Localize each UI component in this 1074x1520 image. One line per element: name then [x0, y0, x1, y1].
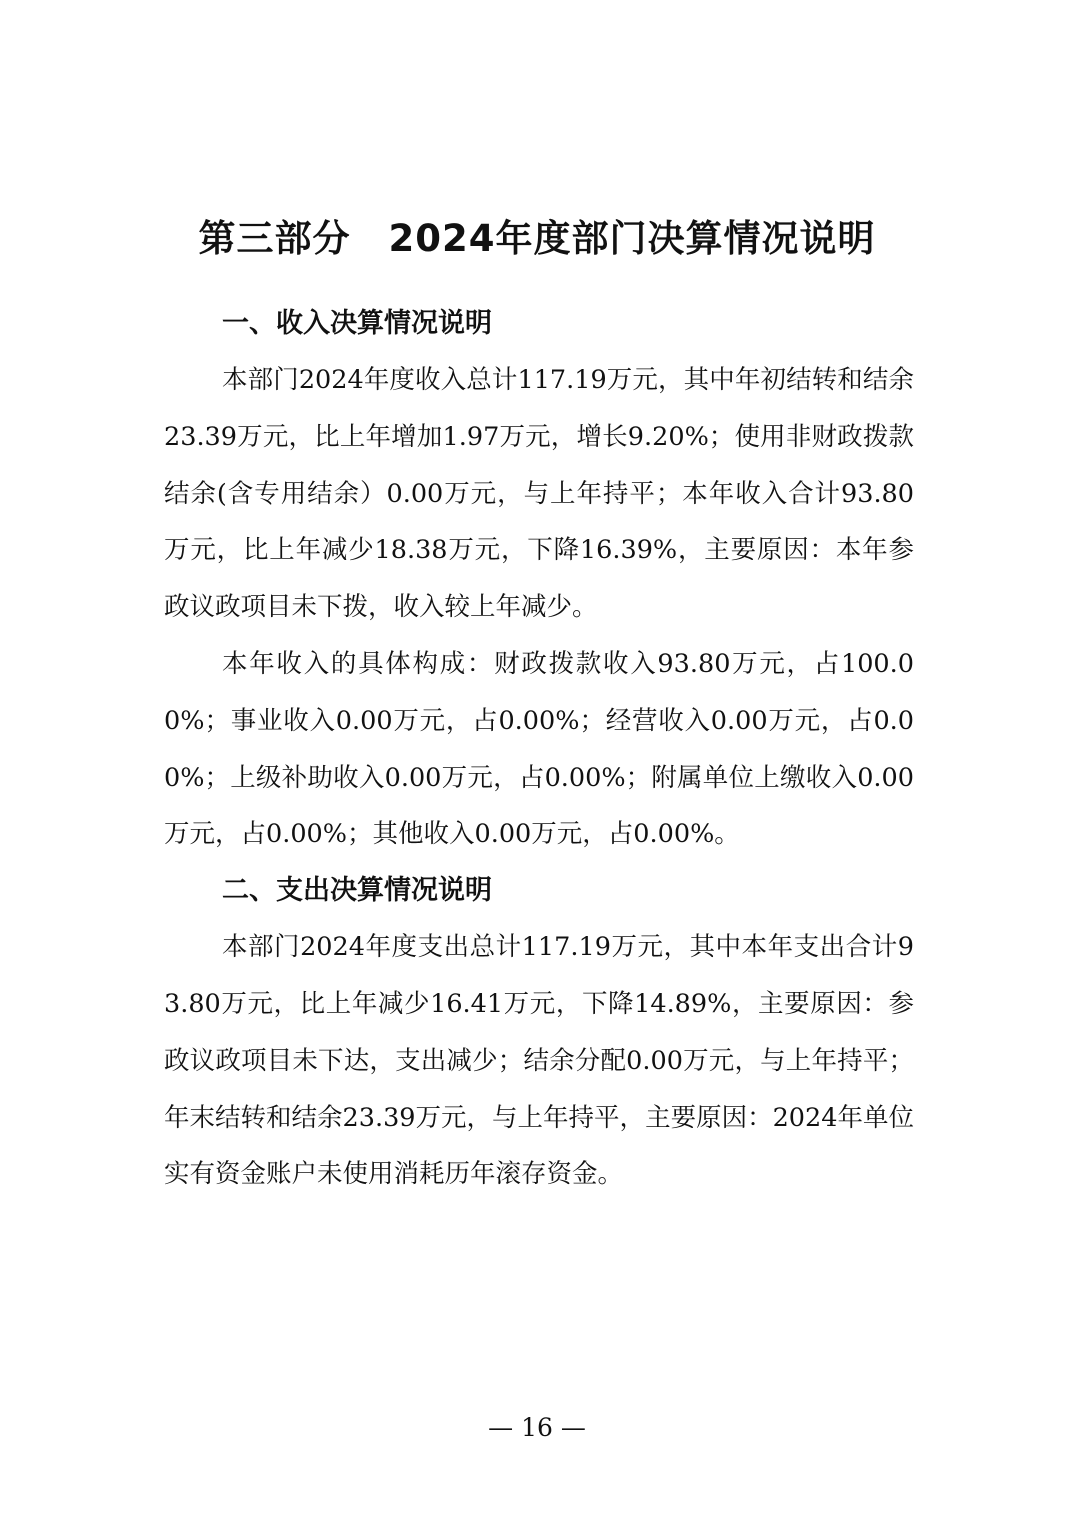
section-heading-income: 一、收入决算情况说明: [222, 308, 492, 339]
paragraph-income-summary: 本部门2024年度收入总计117.19万元，其中年初结转和结余23.39万元，比上年增加1.97万元，增长9.20%；使用非财政拨款结余(含专用结余）0.00万元，与上年持平；本年收入合计93.80万元，比上年减少18.38万元，下降16.39%，主要原因：本年参政议政项目未下拨，收入较上年减少。: [164, 365, 914, 623]
section-heading-expenditure: 二、支出决算情况说明: [222, 875, 492, 907]
section-expenditure: [164, 863, 914, 1203]
page-title: 第三部分 2024年度部门决算情况说明: [198, 216, 876, 260]
paragraph-income-composition: 本年收入的具体构成：财政拨款收入93.80万元，占100.00%；事业收入0.00万元，占0.00%；经营收入0.00万元，占0.00%；上级补助收入0.00万元，占0.00%；附属单位上缴收入0.00万元，占0.00%；其他收入0.00万元，占0.00%。: [164, 648, 914, 850]
paragraph-expenditure-summary: 本部门2024年度支出总计117.19万元，其中本年支出合计93.80万元，比上年减少16.41万元，下降14.89%，主要原因：参政议政项目未下达，支出减少；结余分配0.00万元，与上年持平；年末结转和结余23.39万元，与上年持平，主要原因：2024年单位实有资金账户未使用消耗历年滚存资金。: [164, 932, 914, 1190]
page-number: — 16 —: [488, 1413, 586, 1442]
document-body: [164, 296, 914, 1203]
section-income: [164, 296, 914, 863]
